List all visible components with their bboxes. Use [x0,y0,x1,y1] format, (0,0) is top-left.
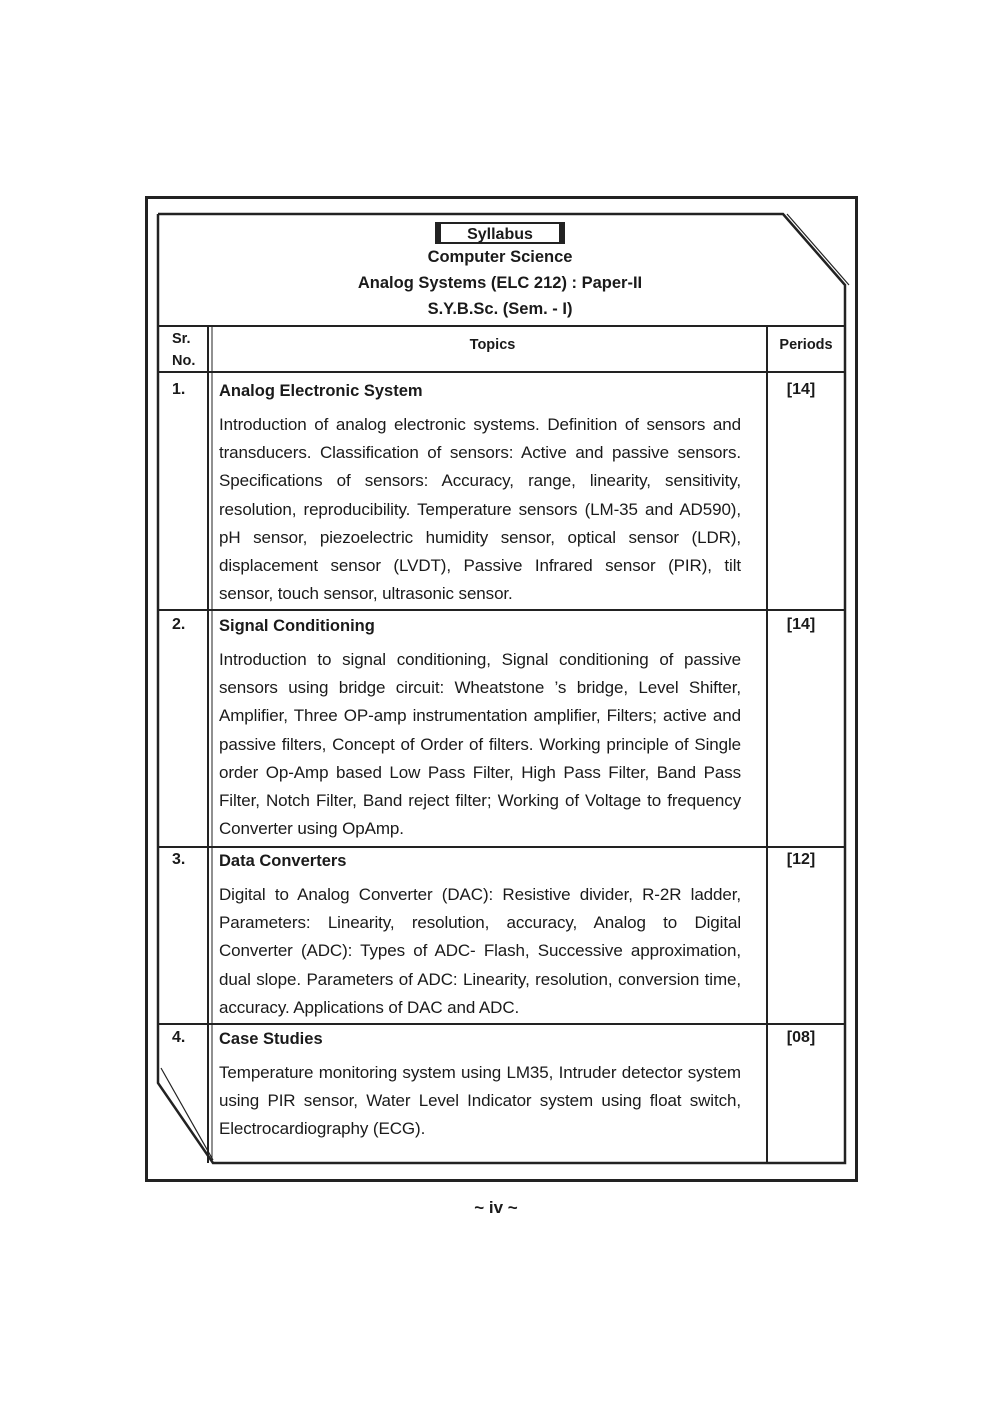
topic-title: Case Studies [219,1030,323,1048]
syllabus-header [160,218,840,322]
row-periods: [08] [786,1029,816,1046]
row-periods: [14] [786,616,816,633]
row-sr-number: 3. [172,851,186,868]
row-topic [219,381,741,608]
table-header-row [158,325,844,371]
row-sr-number: 1. [172,381,186,398]
inner-frame-shadow-bottom [161,1068,213,1160]
column-header-sr-line1: Sr. [172,331,191,347]
row-topic [219,851,741,1022]
row-topic [219,616,741,843]
column-header-sr [172,328,195,372]
subject-title: Computer Science [427,248,573,266]
syllabus-label: Syllabus [435,222,565,244]
page-number: ~ iv ~ [474,1198,518,1217]
topic-title: Data Converters [219,852,347,870]
row-sr-number: 4. [172,1029,186,1046]
class-semester: S.Y.B.Sc. (Sem. - I) [427,300,573,318]
column-header-sr-line2: No. [172,353,196,369]
row-sr-number: 2. [172,616,186,633]
row-periods: [12] [786,851,816,868]
topic-description: Temperature monitoring system using LM35, Intruder detector system using PIR sensor, Water Level Indicator system using float switch, Electrocardiography (ECG). [219,1063,741,1139]
topic-title: Analog Electronic System [219,382,423,400]
column-header-topics: Topics [469,337,516,353]
topic-description: Introduction of analog electronic systems. Definition of sensors and transducers. Classification of sensors: Active and passive sensors. Specifications of sensors: Accuracy, range, linearity, sensitivity, resolution, reproducibility. Temperature sensors (LM-35 and AD590), pH sensor, piezoelectric humidity sensor, optical sensor (LDR), displacement sensor (LVDT), Passive Infrared sensor (PIR), tilt sensor, touch sensor, ultrasonic sensor. [219,415,741,604]
course-title: Analog Systems (ELC 212) : Paper-II [357,274,643,292]
row-topic [219,1029,741,1144]
topic-title: Signal Conditioning [219,617,375,635]
column-header-periods: Periods [779,337,833,353]
topic-description: Introduction to signal conditioning, Signal conditioning of passive sensors using bridge circuit: Wheatstone ’s bridge, Level Shifter, Amplifier, Three OP-amp instrumentation amplifier, Filters; active and passive filters, Concept of Order of filters. Working principle of Single order Op-Amp based Low Pass Filter, High Pass Filter, Band Pass Filter, Notch Filter, Band reject filter; Working of Voltage to frequency Converter using OpAmp. [219,650,741,839]
topic-description: Digital to Analog Converter (DAC): Resistive divider, R-2R ladder, Parameters: Linearity, resolution, accuracy, Analog to Digital Converter (ADC): Types of ADC- Flash, Successive approximation, dual slope. Parameters of ADC: Linearity, resolution, conversion time, accuracy. Applications of DAC and ADC. [219,885,741,1017]
row-periods: [14] [786,381,816,398]
